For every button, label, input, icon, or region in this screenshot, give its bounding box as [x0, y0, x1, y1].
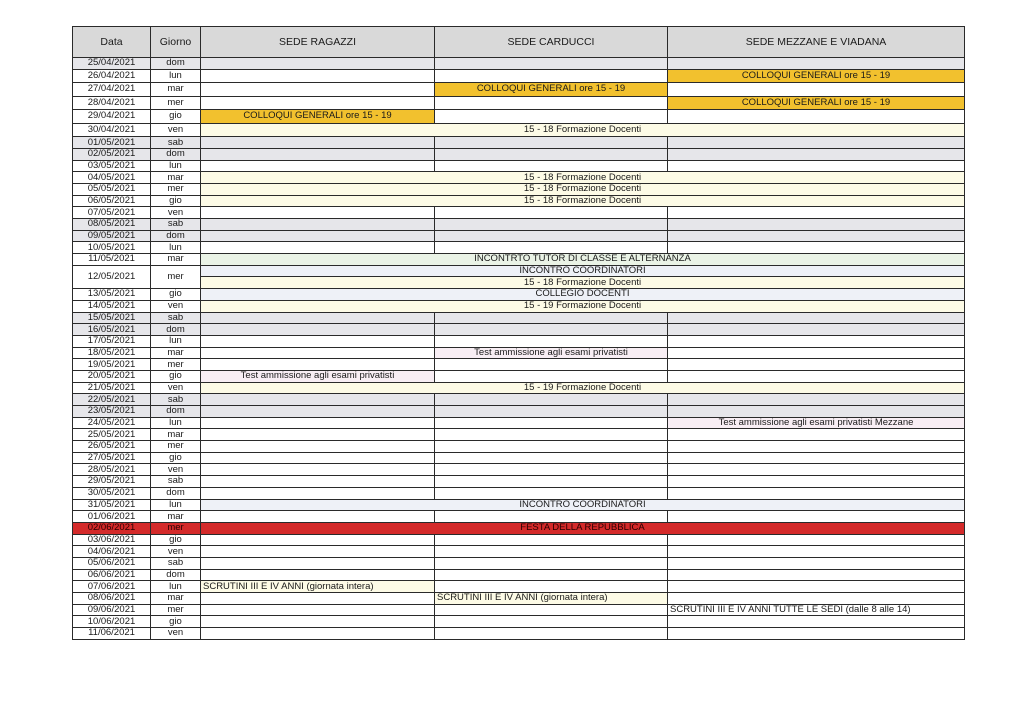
- day-cell: dom: [151, 569, 201, 581]
- event-cell: 15 - 18 Formazione Docenti: [201, 183, 965, 195]
- date-cell: 25/05/2021: [73, 429, 151, 441]
- sede-cell: [201, 69, 435, 83]
- day-cell: ven: [151, 546, 201, 558]
- sede-cell: [435, 394, 668, 406]
- sede-cell: [201, 83, 435, 97]
- table-row: [73, 183, 965, 195]
- date-cell: 18/05/2021: [73, 347, 151, 359]
- sede-cell: [668, 137, 965, 149]
- date-cell: 11/05/2021: [73, 254, 151, 266]
- sede-cell: [668, 58, 965, 70]
- date-cell: 21/05/2021: [73, 382, 151, 394]
- day-cell: gio: [151, 534, 201, 546]
- table-row: [73, 137, 965, 149]
- date-cell: 28/05/2021: [73, 464, 151, 476]
- header-sede-mezzane: SEDE MEZZANE E VIADANA: [668, 27, 965, 58]
- table-row: [73, 83, 965, 97]
- table-row: [73, 628, 965, 640]
- table-row: [73, 464, 965, 476]
- table-row: [73, 335, 965, 347]
- sede-cell: [201, 628, 435, 640]
- table-row: [73, 58, 965, 70]
- event-cell: 15 - 19 Formazione Docenti: [201, 382, 965, 394]
- day-cell: dom: [151, 230, 201, 242]
- day-cell: lun: [151, 417, 201, 429]
- calendar-sheet: [72, 26, 964, 640]
- table-row: [73, 487, 965, 499]
- table-row: [73, 604, 965, 616]
- sede-cell: [201, 160, 435, 172]
- table-row: [73, 581, 965, 593]
- table-row: [73, 242, 965, 254]
- date-cell: 17/05/2021: [73, 335, 151, 347]
- date-cell: 31/05/2021: [73, 499, 151, 511]
- sede-cell: [668, 324, 965, 336]
- sede-cell: [435, 569, 668, 581]
- sede-cell: [668, 335, 965, 347]
- sede-cell: [201, 359, 435, 371]
- table-row: [73, 452, 965, 464]
- sede-cell: [201, 137, 435, 149]
- day-cell: gio: [151, 195, 201, 207]
- day-cell: mar: [151, 83, 201, 97]
- date-cell: 01/06/2021: [73, 511, 151, 523]
- sede-cell: [668, 628, 965, 640]
- table-row: [73, 593, 965, 605]
- sede-cell: [435, 335, 668, 347]
- day-cell: lun: [151, 160, 201, 172]
- sede-cell: [201, 148, 435, 160]
- sede-cell: [201, 452, 435, 464]
- event-cell: INCONTRO COORDINATORI: [201, 265, 965, 277]
- sede-cell: [435, 219, 668, 231]
- day-cell: sab: [151, 394, 201, 406]
- day-cell: sab: [151, 312, 201, 324]
- table-row: [73, 312, 965, 324]
- date-cell: 30/05/2021: [73, 487, 151, 499]
- sede-cell: [668, 557, 965, 569]
- event-cell: 15 - 18 Formazione Docenti: [201, 277, 965, 289]
- sede-cell: [201, 347, 435, 359]
- table-row: [73, 195, 965, 207]
- date-cell: 23/05/2021: [73, 406, 151, 418]
- event-cell: 15 - 18 Formazione Docenti: [201, 172, 965, 184]
- date-cell: 22/05/2021: [73, 394, 151, 406]
- sede-cell: [435, 207, 668, 219]
- sede-cell: [668, 534, 965, 546]
- day-cell: lun: [151, 242, 201, 254]
- table-row: [73, 359, 965, 371]
- date-cell: 09/05/2021: [73, 230, 151, 242]
- table-row: [73, 499, 965, 511]
- sede-cell: [435, 546, 668, 558]
- header-sede-ragazzi: SEDE RAGAZZI: [201, 27, 435, 58]
- table-row: [73, 230, 965, 242]
- sede-cell: [201, 604, 435, 616]
- sede-cell: [201, 230, 435, 242]
- sede-cell: [668, 83, 965, 97]
- day-cell: lun: [151, 499, 201, 511]
- sede-cell: [435, 452, 668, 464]
- sede-cell: [201, 312, 435, 324]
- sede-cell: [201, 534, 435, 546]
- day-cell: sab: [151, 137, 201, 149]
- sede-cell: [435, 69, 668, 83]
- table-row: [73, 160, 965, 172]
- date-cell: 12/05/2021: [73, 265, 151, 288]
- day-cell: ven: [151, 382, 201, 394]
- sede-cell: [201, 96, 435, 110]
- table-row: [73, 110, 965, 124]
- event-cell: 15 - 18 Formazione Docenti: [201, 195, 965, 207]
- date-cell: 13/05/2021: [73, 289, 151, 301]
- header-row: [73, 27, 965, 58]
- calendar-table: [72, 26, 965, 640]
- table-row: [73, 557, 965, 569]
- header-sede-carducci: SEDE CARDUCCI: [435, 27, 668, 58]
- sede-cell: [201, 335, 435, 347]
- date-cell: 16/05/2021: [73, 324, 151, 336]
- date-cell: 06/06/2021: [73, 569, 151, 581]
- day-cell: lun: [151, 581, 201, 593]
- event-cell: COLLOQUI GENERALI ore 15 - 19: [201, 110, 435, 124]
- event-cell: COLLOQUI GENERALI ore 15 - 19: [435, 83, 668, 97]
- table-row: [73, 148, 965, 160]
- event-cell: Test ammissione agli esami privatisti: [201, 370, 435, 382]
- date-cell: 11/06/2021: [73, 628, 151, 640]
- day-cell: lun: [151, 335, 201, 347]
- event-cell: INCONTRTO TUTOR DI CLASSE E ALTERNANZA: [201, 254, 965, 266]
- sede-cell: [201, 324, 435, 336]
- sede-cell: [668, 110, 965, 124]
- sede-cell: [668, 616, 965, 628]
- sede-cell: [435, 417, 668, 429]
- event-cell: 15 - 18 Formazione Docenti: [201, 123, 965, 137]
- sede-cell: [201, 557, 435, 569]
- calendar-body: [73, 58, 965, 640]
- sede-cell: [668, 242, 965, 254]
- sede-cell: [201, 429, 435, 441]
- date-cell: 05/06/2021: [73, 557, 151, 569]
- date-cell: 04/05/2021: [73, 172, 151, 184]
- date-cell: 07/06/2021: [73, 581, 151, 593]
- date-cell: 26/05/2021: [73, 441, 151, 453]
- sede-cell: [435, 511, 668, 523]
- date-cell: 05/05/2021: [73, 183, 151, 195]
- sede-cell: [201, 58, 435, 70]
- sede-cell: [435, 441, 668, 453]
- event-cell: FESTA DELLA REPUBBLICA: [201, 522, 965, 534]
- date-cell: 02/06/2021: [73, 522, 151, 534]
- table-row: [73, 406, 965, 418]
- day-cell: mer: [151, 359, 201, 371]
- sede-cell: [668, 219, 965, 231]
- sede-cell: [435, 148, 668, 160]
- day-cell: mar: [151, 429, 201, 441]
- event-cell: Test ammissione agli esami privatisti Mezzane: [668, 417, 965, 429]
- event-cell: 15 - 19 Formazione Docenti: [201, 300, 965, 312]
- sede-cell: [435, 429, 668, 441]
- date-cell: 09/06/2021: [73, 604, 151, 616]
- date-cell: 29/05/2021: [73, 476, 151, 488]
- day-cell: mar: [151, 593, 201, 605]
- day-cell: mer: [151, 96, 201, 110]
- sede-cell: [201, 242, 435, 254]
- event-cell: SCRUTINI III E IV ANNI (giornata intera): [435, 593, 668, 605]
- day-cell: gio: [151, 452, 201, 464]
- sede-cell: [668, 148, 965, 160]
- table-row: [73, 476, 965, 488]
- date-cell: 15/05/2021: [73, 312, 151, 324]
- sede-cell: [201, 476, 435, 488]
- sede-cell: [435, 604, 668, 616]
- sede-cell: [668, 452, 965, 464]
- day-cell: dom: [151, 324, 201, 336]
- date-cell: 19/05/2021: [73, 359, 151, 371]
- date-cell: 20/05/2021: [73, 370, 151, 382]
- sede-cell: [668, 359, 965, 371]
- date-cell: 06/05/2021: [73, 195, 151, 207]
- sede-cell: [435, 557, 668, 569]
- sede-cell: [201, 441, 435, 453]
- sede-cell: [435, 359, 668, 371]
- header-day: Giorno: [151, 27, 201, 58]
- date-cell: 28/04/2021: [73, 96, 151, 110]
- day-cell: dom: [151, 148, 201, 160]
- event-cell: COLLOQUI GENERALI ore 15 - 19: [668, 69, 965, 83]
- sede-cell: [668, 476, 965, 488]
- date-cell: 08/06/2021: [73, 593, 151, 605]
- sede-cell: [201, 569, 435, 581]
- table-row: [73, 569, 965, 581]
- sede-cell: [668, 581, 965, 593]
- day-cell: mer: [151, 441, 201, 453]
- date-cell: 29/04/2021: [73, 110, 151, 124]
- sede-cell: [668, 347, 965, 359]
- sede-cell: [435, 406, 668, 418]
- day-cell: ven: [151, 628, 201, 640]
- day-cell: gio: [151, 289, 201, 301]
- date-cell: 03/05/2021: [73, 160, 151, 172]
- event-cell: COLLEGIO DOCENTI: [201, 289, 965, 301]
- day-cell: mar: [151, 172, 201, 184]
- day-cell: dom: [151, 487, 201, 499]
- day-cell: ven: [151, 464, 201, 476]
- table-row: [73, 347, 965, 359]
- date-cell: 07/05/2021: [73, 207, 151, 219]
- sede-cell: [435, 110, 668, 124]
- date-cell: 27/04/2021: [73, 83, 151, 97]
- table-row: [73, 441, 965, 453]
- table-row: [73, 207, 965, 219]
- sede-cell: [435, 534, 668, 546]
- sede-cell: [435, 312, 668, 324]
- day-cell: gio: [151, 616, 201, 628]
- sede-cell: [668, 487, 965, 499]
- table-row: [73, 123, 965, 137]
- day-cell: sab: [151, 557, 201, 569]
- day-cell: sab: [151, 476, 201, 488]
- table-row: [73, 69, 965, 83]
- day-cell: ven: [151, 300, 201, 312]
- table-row: [73, 382, 965, 394]
- sede-cell: [435, 230, 668, 242]
- sede-cell: [668, 160, 965, 172]
- day-cell: mer: [151, 265, 201, 288]
- sede-cell: [435, 616, 668, 628]
- date-cell: 24/05/2021: [73, 417, 151, 429]
- date-cell: 04/06/2021: [73, 546, 151, 558]
- day-cell: mer: [151, 604, 201, 616]
- day-cell: mer: [151, 183, 201, 195]
- day-cell: ven: [151, 207, 201, 219]
- sede-cell: [201, 616, 435, 628]
- sede-cell: [435, 581, 668, 593]
- sede-cell: [668, 370, 965, 382]
- table-row: [73, 616, 965, 628]
- sede-cell: [201, 394, 435, 406]
- sede-cell: [201, 207, 435, 219]
- sede-cell: [435, 137, 668, 149]
- date-cell: 27/05/2021: [73, 452, 151, 464]
- table-row: [73, 429, 965, 441]
- sede-cell: [201, 406, 435, 418]
- day-cell: mar: [151, 347, 201, 359]
- header-date: Data: [73, 27, 151, 58]
- table-row: [73, 417, 965, 429]
- sede-cell: [668, 511, 965, 523]
- table-row: [73, 219, 965, 231]
- event-cell: Test ammissione agli esami privatisti: [435, 347, 668, 359]
- sede-cell: [201, 219, 435, 231]
- sede-cell: [201, 546, 435, 558]
- sede-cell: [201, 487, 435, 499]
- sede-cell: [435, 324, 668, 336]
- sede-cell: [435, 58, 668, 70]
- day-cell: lun: [151, 69, 201, 83]
- day-cell: gio: [151, 370, 201, 382]
- table-row: [73, 289, 965, 301]
- sede-cell: [201, 593, 435, 605]
- sede-cell: [668, 394, 965, 406]
- day-cell: gio: [151, 110, 201, 124]
- sede-cell: [668, 429, 965, 441]
- event-cell: SCRUTINI III E IV ANNI (giornata intera): [201, 581, 435, 593]
- table-row: [73, 265, 965, 277]
- table-row: [73, 370, 965, 382]
- table-row: [73, 300, 965, 312]
- event-cell: INCONTRO COORDINATORI: [201, 499, 965, 511]
- sede-cell: [435, 370, 668, 382]
- sede-cell: [435, 160, 668, 172]
- sede-cell: [435, 628, 668, 640]
- sede-cell: [668, 441, 965, 453]
- sede-cell: [435, 487, 668, 499]
- sede-cell: [668, 569, 965, 581]
- date-cell: 10/06/2021: [73, 616, 151, 628]
- day-cell: sab: [151, 219, 201, 231]
- day-cell: ven: [151, 123, 201, 137]
- sede-cell: [201, 464, 435, 476]
- sede-cell: [435, 476, 668, 488]
- sede-cell: [435, 242, 668, 254]
- date-cell: 30/04/2021: [73, 123, 151, 137]
- sede-cell: [668, 546, 965, 558]
- day-cell: dom: [151, 406, 201, 418]
- date-cell: 02/05/2021: [73, 148, 151, 160]
- date-cell: 01/05/2021: [73, 137, 151, 149]
- sede-cell: [435, 96, 668, 110]
- table-row: [73, 324, 965, 336]
- date-cell: 10/05/2021: [73, 242, 151, 254]
- day-cell: mer: [151, 522, 201, 534]
- table-row: [73, 522, 965, 534]
- day-cell: mar: [151, 254, 201, 266]
- event-cell: COLLOQUI GENERALI ore 15 - 19: [668, 96, 965, 110]
- sede-cell: [668, 464, 965, 476]
- date-cell: 25/04/2021: [73, 58, 151, 70]
- table-row: [73, 511, 965, 523]
- sede-cell: [435, 464, 668, 476]
- day-cell: mar: [151, 511, 201, 523]
- table-row: [73, 172, 965, 184]
- sede-cell: [668, 230, 965, 242]
- date-cell: 14/05/2021: [73, 300, 151, 312]
- date-cell: 03/06/2021: [73, 534, 151, 546]
- sede-cell: [668, 312, 965, 324]
- table-row: [73, 394, 965, 406]
- sede-cell: [668, 406, 965, 418]
- table-row: [73, 546, 965, 558]
- sede-cell: [201, 511, 435, 523]
- sede-cell: [668, 593, 965, 605]
- table-row: [73, 277, 965, 289]
- table-row: [73, 96, 965, 110]
- date-cell: 26/04/2021: [73, 69, 151, 83]
- sede-cell: [201, 417, 435, 429]
- table-row: [73, 254, 965, 266]
- event-cell: SCRUTINI III E IV ANNI TUTTE LE SEDI (dalle 8 alle 14): [668, 604, 965, 616]
- date-cell: 08/05/2021: [73, 219, 151, 231]
- sede-cell: [668, 207, 965, 219]
- table-row: [73, 534, 965, 546]
- day-cell: dom: [151, 58, 201, 70]
